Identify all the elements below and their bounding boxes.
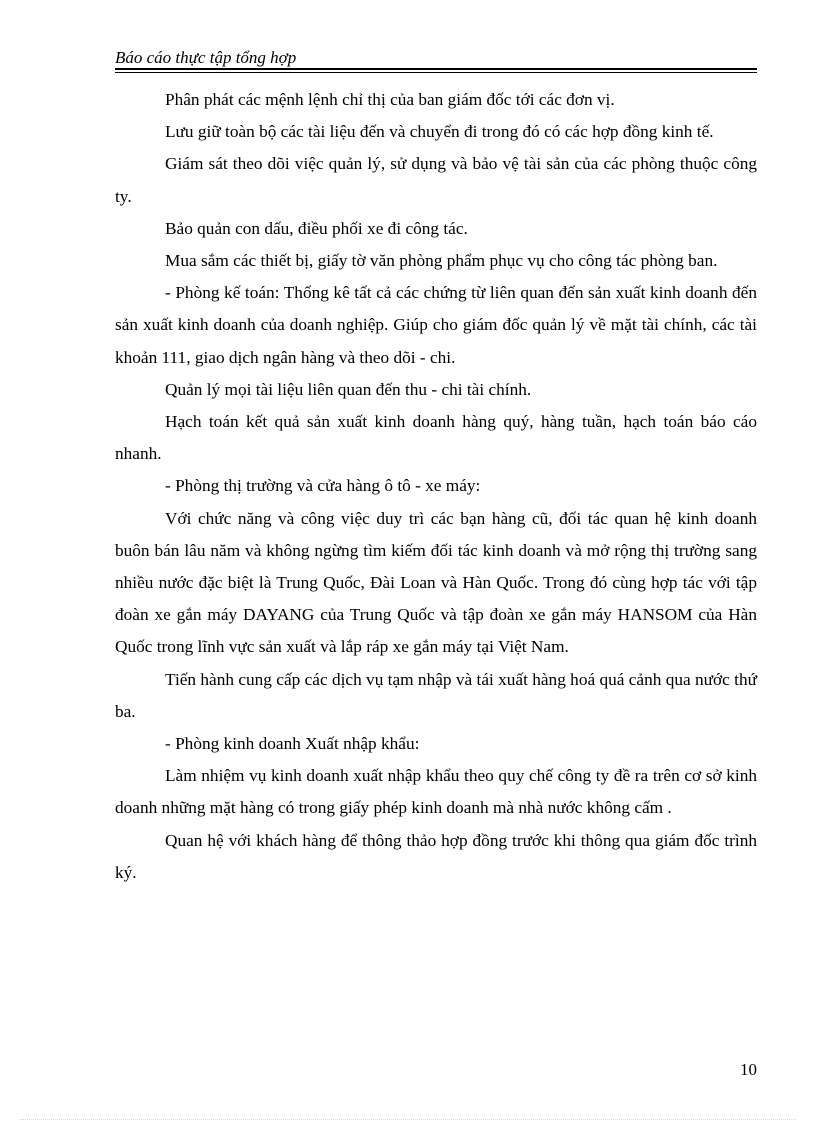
paragraph: Bảo quản con dấu, điều phối xe đi công tác. [165,218,468,238]
paragraph: Hạch toán kết quả sản xuất kinh doanh hàng quý, hàng tuần, hạch toán báo cáo nhanh. [115,412,757,464]
paragraph: Quản lý mọi tài liệu liên quan đến thu - chi tài chính. [165,379,532,399]
page-number: 10 [740,1060,757,1079]
paragraph: Phân phát các mệnh lệnh chỉ thị của ban giám đốc tới các đơn vị. [165,90,615,109]
paragraph: Với chức năng và công việc duy trì các bạn hàng cũ, đối tác quan hệ kinh doanh buôn bán lâu năm và không ngừng tìm kiếm đối tác kinh doanh và mở rộng thị trường sang nhiều nước đặc biệt là Trung Quốc, Đài Loan và Hàn Quốc. Trong đó cùng hợp tác với tập đoàn xe gắn máy DAYANG của Trung Quốc và tập đoàn xe gắn máy HANSOM của Hàn Quốc trong lĩnh vực sản xuất và lắp ráp xe gắn máy tại Việt Nam. [115,508,757,657]
page-header [115,48,757,68]
paragraph: Làm nhiệm vụ kinh doanh xuất nhập khẩu theo quy chế công ty đề ra trên cơ sở kinh doanh những mặt hàng có trong giấy phép kinh doanh mà nhà nước không cấm . [115,766,757,818]
paragraph: Quan hệ với khách hàng để thông thảo hợp đồng trước khi thông qua giám đốc trình ký. [115,830,757,882]
paragraph: Tiến hành cung cấp các dịch vụ tạm nhập và tái xuất hàng hoá quá cảnh qua nước thứ ba. [115,669,757,721]
header-title: Báo cáo thực tập tổng hợp [115,48,297,67]
header-rule-thin [115,72,757,73]
paragraph: Lưu giữ toàn bộ các tài liệu đến và chuyển đi trong đó có các hợp đồng kinh tế. [165,122,714,142]
header-rule-thick [115,68,757,70]
page-bottom-divider [20,1119,796,1120]
paragraph: - Phòng kinh doanh Xuất nhập khẩu: [165,734,420,754]
body-text [115,84,757,889]
paragraph: - Phòng thị trường và cửa hàng ô tô - xe máy: [165,476,481,496]
paragraph: Mua sắm các thiết bị, giấy tờ văn phòng phẩm phục vụ cho công tác phòng ban. [165,251,718,271]
paragraph: - Phòng kế toán: Thống kê tất cả các chứng từ liên quan đến sản xuất kinh doanh đến sản xuất kinh doanh của doanh nghiệp. Giúp cho giám đốc quản lý về mặt tài chính, các tài khoản 111, giao dịch ngân hàng và theo dõi - chi. [115,283,757,367]
paragraph: Giám sát theo dõi việc quản lý, sử dụng và bảo vệ tài sản của các phòng thuộc công ty. [115,154,757,206]
